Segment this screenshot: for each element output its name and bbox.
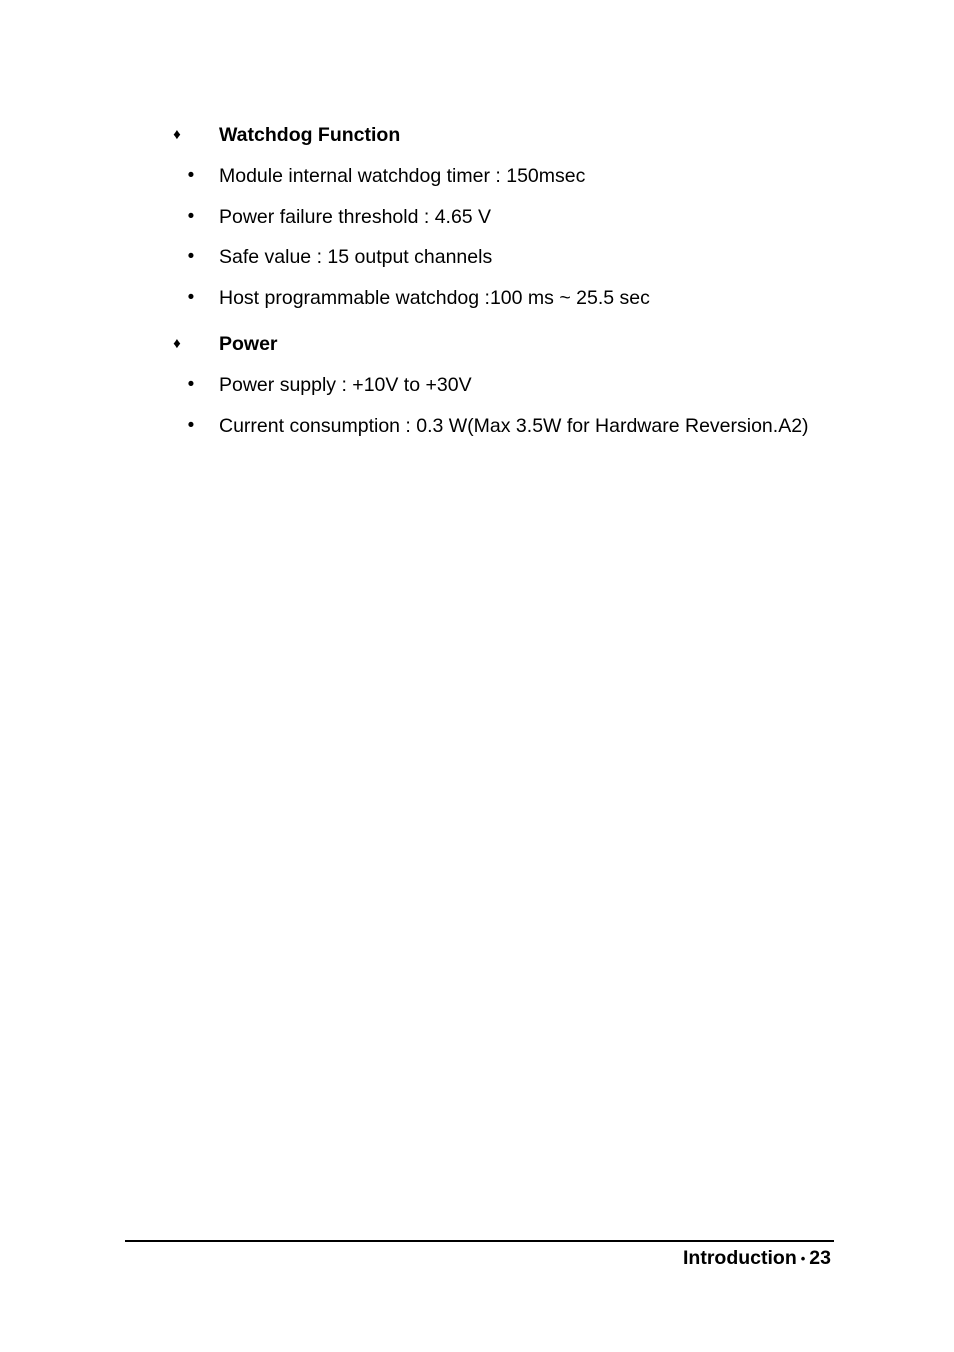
list-item [0,204,954,230]
list-item-text: Power failure threshold : 4.65 V [219,206,492,228]
footer-chapter-title: Introduction [683,1247,797,1269]
bullet-dot-icon: • [187,165,195,186]
section-heading: Watchdog Function [219,124,401,146]
list-item-text: Power supply : +10V to +30V [219,374,472,396]
list-item-text: Host programmable watchdog :100 ms ~ 25.5 sec [219,287,650,309]
bullet-dot-icon: • [187,374,195,395]
list-item [0,413,954,439]
bullet-dot-icon: • [187,206,195,227]
list-item [0,285,954,311]
footer-separator-icon: • [800,1250,806,1266]
bullet-dot-icon: • [187,287,195,308]
bullet-dot-icon: • [187,246,195,267]
list-item [0,244,954,270]
section-heading: Power [219,333,278,355]
footer-divider [125,1240,834,1242]
list-item-text: Module internal watchdog timer : 150msec [219,165,586,187]
diamond-bullet-icon: ♦ [173,335,181,352]
list-item [0,163,954,189]
list-item-text: Current consumption : 0.3 W(Max 3.5W for Hardware Reversion.A2) [219,415,809,437]
page-number: 23 [809,1247,831,1269]
list-item [0,372,954,398]
bullet-dot-icon: • [187,415,195,436]
page-footer [683,1245,831,1272]
list-item-text: Safe value : 15 output channels [219,246,493,268]
diamond-bullet-icon: ♦ [173,126,181,143]
section-heading-row [0,331,954,357]
section-heading-row [0,122,954,148]
